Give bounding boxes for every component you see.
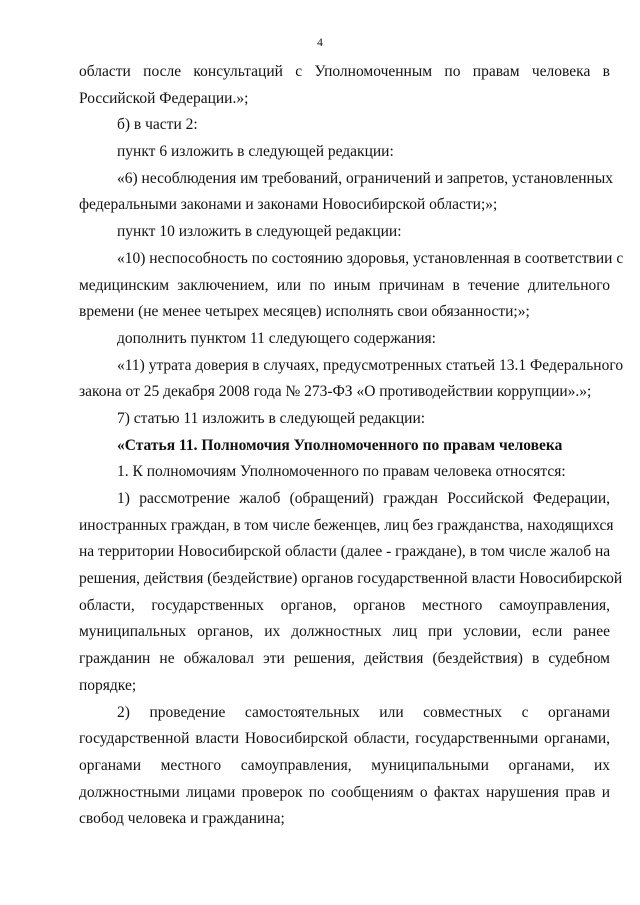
text-line: органами местного самоуправления, муниципальными органами, их: [79, 756, 610, 774]
text-line: «10) неспособность по состоянию здоровья, установленная в соответствии с: [117, 249, 624, 267]
text-line: свобод человека и гражданина;: [79, 810, 285, 828]
text-line: пункт 6 изложить в следующей редакции:: [117, 143, 394, 161]
text-line: области после консультаций с Уполномоченным по правам человека в: [79, 63, 610, 80]
text-line: иностранных граждан, в том числе беженцев, лиц без гражданства, находящихся: [79, 516, 614, 534]
paragraph: [79, 326, 610, 353]
paragraph: [79, 700, 610, 833]
text-line: дополнить пунктом 11 следующего содержания:: [117, 329, 436, 347]
text-line: 7) статью 11 изложить в следующей редакции:: [117, 409, 426, 427]
paragraph: [79, 406, 610, 433]
text-line: области, государственных органов, органов местного самоуправления,: [79, 596, 610, 614]
text-line: «6) несоблюдения им требований, ограничений и запретов, установленных: [117, 169, 613, 187]
paragraph: [79, 219, 610, 246]
text-line: на территории Новосибирской области (далее - граждане), в том числе жалоб на: [79, 543, 611, 561]
text-line: 1) рассмотрение жалоб (обращений) граждан Российской Федерации,: [117, 490, 610, 507]
text-line: решения, действия (бездействие) органов государственной власти Новосибирской: [79, 570, 623, 588]
text-line: «11) утрата доверия в случаях, предусмотренных статьей 13.1 Федерального: [117, 356, 624, 374]
text-line: государственной власти Новосибирской области, государственными органами,: [79, 730, 610, 748]
text-line: 2) проведение самостоятельных или совместных с органами: [117, 703, 610, 721]
text-line: «Статья 11. Полномочия Уполномоченного по правам человека: [117, 436, 563, 454]
text-line: должностными лицами проверок по сообщениям о фактах нарушения прав и: [79, 783, 610, 801]
text-line: закона от 25 декабря 2008 года № 273-ФЗ «О противодействии коррупции».»;: [79, 383, 592, 401]
paragraph: [79, 59, 610, 112]
paragraph: [79, 112, 610, 139]
text-line: 1. К полномочиям Уполномоченного по правам человека относятся:: [117, 463, 566, 481]
text-line: федеральными законами и законами Новосибирской области;»;: [79, 196, 498, 214]
text-line: муниципальных органов, их должностных лиц при условии, если ранее: [79, 623, 610, 641]
paragraph: [79, 486, 623, 700]
text-line: б) в части 2:: [117, 116, 198, 134]
article-heading: [79, 433, 610, 460]
text-line: времени (не менее четырех месяцев) исполнять свои обязанности;»;: [79, 303, 530, 321]
text-line: Российской Федерации.»;: [79, 89, 249, 107]
page-number: 4: [317, 37, 323, 49]
text-line: гражданин не обжаловал эти решения, действия (бездействия) в судебном: [79, 650, 610, 668]
text-line: пункт 10 изложить в следующей редакции:: [117, 223, 402, 241]
paragraph: [79, 459, 610, 486]
text-line: порядке;: [79, 676, 137, 694]
text-line: медицинским заключением, или по иным причинам в течение длительного: [79, 276, 610, 294]
paragraph: [79, 139, 610, 166]
paragraph: [79, 166, 613, 219]
paragraph: [79, 246, 624, 326]
document-body: [79, 59, 624, 833]
paragraph: [79, 353, 624, 406]
